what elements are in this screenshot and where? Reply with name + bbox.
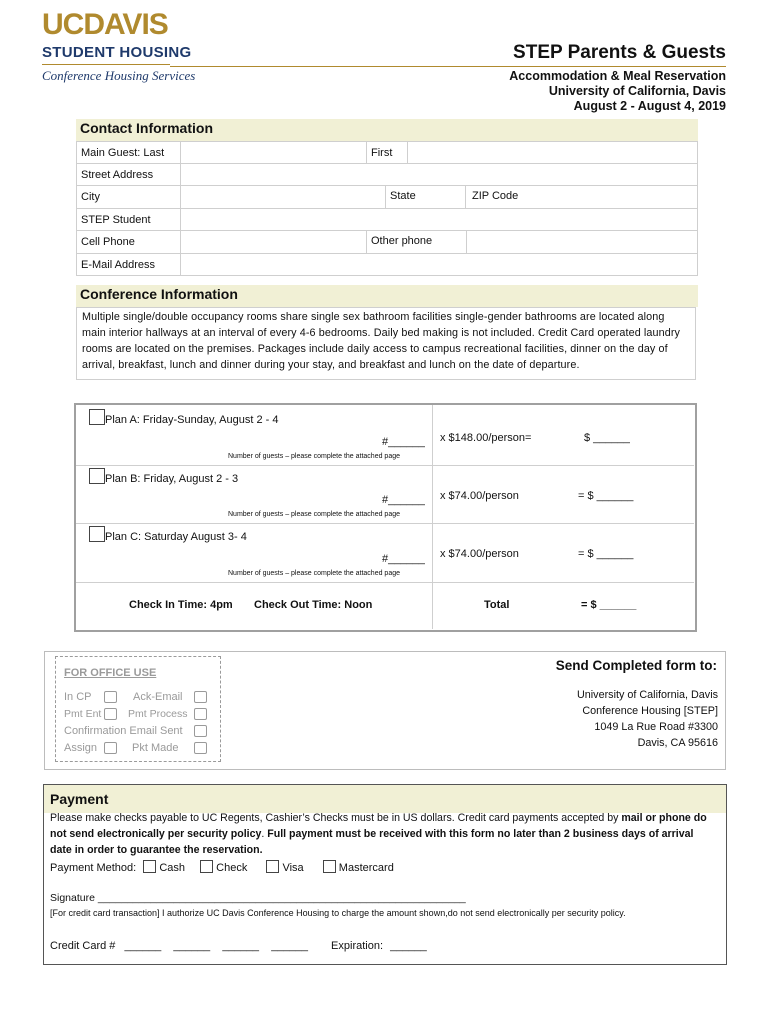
payment-method-row xyxy=(50,860,394,874)
plan-c-checkbox[interactable] xyxy=(89,526,105,542)
cell-phone-label: Cell Phone xyxy=(77,231,181,254)
conference-housing-services: Conference Housing Services xyxy=(42,68,196,83)
city-label: City xyxy=(77,186,181,209)
cash-checkbox[interactable] xyxy=(143,860,156,873)
street-label: Street Address xyxy=(77,164,181,186)
assign-label: Assign xyxy=(64,742,98,754)
plan-a-price: x $148.00/person= xyxy=(440,432,532,444)
cell-phone-field[interactable] xyxy=(181,231,367,254)
check-out-time: Check Out Time: Noon xyxy=(254,599,373,611)
visa-checkbox[interactable] xyxy=(266,860,279,873)
first-name-field[interactable] xyxy=(408,142,698,164)
pmt-process-checkbox[interactable] xyxy=(194,708,207,720)
send-line-1: University of California, Davis xyxy=(576,689,718,701)
in-cp-label: In CP xyxy=(64,691,92,703)
credit-card-blanks[interactable]: ______ ______ ______ ______ xyxy=(124,940,308,952)
plan-b-count[interactable]: #______ xyxy=(382,494,425,506)
plan-b-label: Plan B: Friday, August 2 - 3 xyxy=(105,473,239,485)
pmt-ent-checkbox[interactable] xyxy=(104,708,117,720)
plan-a-label: Plan A: Friday-Sunday, August 2 - 4 xyxy=(105,414,279,426)
payment-heading: Payment xyxy=(50,791,109,807)
payment-instructions xyxy=(50,810,714,858)
ack-email-label: Ack-Email xyxy=(133,691,183,703)
payment-section xyxy=(43,784,727,965)
other-phone-field[interactable] xyxy=(467,231,697,253)
check-label: Check xyxy=(216,862,248,874)
plan-b-note: Number of guests – please complete the attached page xyxy=(228,511,400,518)
authorization-text: [For credit card transaction] I authorize UC Davis Conference Housing to charge the amount shown,do not send electronically per security policy. xyxy=(50,908,626,918)
email-field[interactable] xyxy=(181,254,698,276)
mastercard-checkbox[interactable] xyxy=(323,860,336,873)
pkt-made-label: Pkt Made xyxy=(132,742,179,754)
payment-text-c: . xyxy=(261,828,268,840)
subtitle-line-2: University of California, Davis xyxy=(548,84,726,98)
pmt-process-label: Pmt Process xyxy=(128,708,188,720)
grand-total-field[interactable]: = $ ______ xyxy=(581,599,637,611)
payment-text-a: Please make checks payable to UC Regents, Cashier’s Checks must be in US dollars. Credit card payments accepted by xyxy=(50,812,622,824)
plan-b-checkbox[interactable] xyxy=(89,468,105,484)
send-address xyxy=(577,687,718,751)
state-label: State xyxy=(386,186,466,208)
plan-b-price: x $74.00/person xyxy=(440,490,519,502)
page-title: STEP Parents & Guests xyxy=(513,42,726,63)
send-line-3: 1049 La Rue Road #3300 xyxy=(594,721,718,733)
cash-label: Cash xyxy=(159,862,186,874)
logo-divider xyxy=(42,64,170,65)
office-section xyxy=(44,651,726,770)
payment-text-d: Full payment must be received with this form no later than 2 business days of arrival date in order to guarantee the reservation. xyxy=(50,828,694,856)
office-use-heading: FOR OFFICE USE xyxy=(64,667,157,679)
zip-field[interactable] xyxy=(549,186,697,208)
credit-card-label: Credit Card # xyxy=(50,940,116,952)
last-name-field[interactable] xyxy=(181,142,367,164)
subtitle-line-1: Accommodation & Meal Reservation xyxy=(509,69,726,83)
expiration-blank[interactable]: ______ xyxy=(390,940,427,952)
plan-b-total[interactable]: = $ ______ xyxy=(578,490,634,502)
ucdavis-logo: UCDAVIS xyxy=(42,8,168,41)
plan-b-row xyxy=(89,468,238,485)
check-in-time: Check In Time: 4pm xyxy=(129,599,233,611)
plan-c-row xyxy=(89,526,247,543)
send-line-4: Davis, CA 95616 xyxy=(637,737,718,749)
city-field[interactable] xyxy=(181,186,386,208)
assign-checkbox[interactable] xyxy=(104,742,117,754)
plan-c-count[interactable]: #______ xyxy=(382,553,425,565)
signature-line[interactable]: Signature _______________________________________________________________ xyxy=(50,892,466,904)
email-label: E-Mail Address xyxy=(77,254,181,276)
step-student-label: STEP Student xyxy=(77,209,181,231)
conference-heading: Conference Information xyxy=(76,285,698,307)
contact-heading: Contact Information xyxy=(76,119,698,141)
conf-email-checkbox[interactable] xyxy=(194,725,207,737)
in-cp-checkbox[interactable] xyxy=(104,691,117,703)
plan-a-count[interactable]: #______ xyxy=(382,436,425,448)
plan-a-checkbox[interactable] xyxy=(89,409,105,425)
visa-label: Visa xyxy=(282,862,304,874)
street-field[interactable] xyxy=(181,164,698,186)
plan-c-note: Number of guests – please complete the attached page xyxy=(228,570,400,577)
main-guest-last-label: Main Guest: Last xyxy=(77,142,181,164)
plan-c-total[interactable]: = $ ______ xyxy=(578,548,634,560)
page-subtitle xyxy=(509,69,726,114)
mastercard-label: Mastercard xyxy=(338,862,394,874)
credit-card-row xyxy=(50,940,427,952)
first-name-label: First xyxy=(367,142,408,164)
check-checkbox[interactable] xyxy=(200,860,213,873)
conf-email-label: Confirmation Email Sent xyxy=(64,725,183,737)
plan-c-price: x $74.00/person xyxy=(440,548,519,560)
subtitle-line-3: August 2 - August 4, 2019 xyxy=(573,99,726,113)
plan-c-label: Plan C: Saturday August 3- 4 xyxy=(105,531,247,543)
office-use-box xyxy=(55,656,221,762)
plan-a-row xyxy=(89,409,278,426)
other-phone-label: Other phone xyxy=(367,231,467,253)
plan-a-total[interactable]: $ ______ xyxy=(584,432,630,444)
expiration-label: Expiration: xyxy=(331,940,384,952)
header-divider xyxy=(170,66,726,67)
plan-a-note: Number of guests – please complete the attached page xyxy=(228,453,400,460)
step-student-field[interactable] xyxy=(181,209,698,231)
send-line-2: Conference Housing [STEP] xyxy=(582,705,718,717)
payment-method-label: Payment Method: xyxy=(50,862,137,874)
send-heading: Send Completed form to: xyxy=(555,658,717,673)
ack-email-checkbox[interactable] xyxy=(194,691,207,703)
payment-text-b: mail or phone do not send electronically per security policy xyxy=(50,812,707,840)
pkt-made-checkbox[interactable] xyxy=(194,742,207,754)
conference-description: Multiple single/double occupancy rooms share single sex bathroom facilities single-gender bathrooms are located along main interior hallways at an interval of every 4-6 bedrooms. Daily bed making is not included. Credit Card operated laundry rooms are located on the premises. Packages include daily access to campus recreational facilities, dinner on the day of arrival, breakfast, lunch and dinner during your stay, and breakfast and lunch on the date of departure. xyxy=(76,307,696,380)
total-label: Total xyxy=(484,599,510,611)
pmt-ent-label: Pmt Ent xyxy=(64,708,102,720)
zip-label: ZIP Code xyxy=(472,190,519,202)
contact-table xyxy=(76,141,698,276)
plans-box xyxy=(74,403,697,632)
student-housing-logo: STUDENT HOUSING xyxy=(42,44,192,61)
